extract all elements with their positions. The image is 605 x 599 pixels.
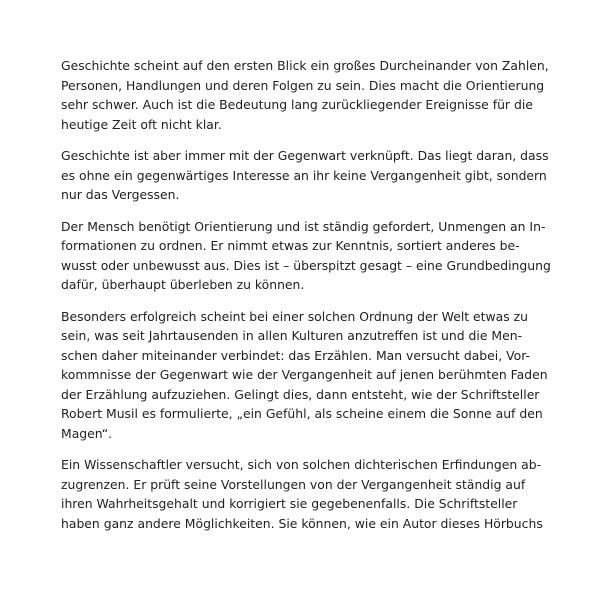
text-line: Ein Wissenschaftler versucht, sich von solchen dichterischen Erfindungen ab- (61, 457, 542, 472)
text-line: Der Mensch benötigt Orientierung und ist ständig gefordert, Unmengen an In- (61, 218, 546, 234)
text-line: sein, was seit Jahrtausenden in allen Kulturen anzutreffen ist und die Men- (61, 328, 523, 343)
text-line: wusst oder unbewusst aus. Dies ist – überspitzt gesagt – eine Grundbedingung (61, 257, 551, 273)
text-line: heutige Zeit oft nicht klar. (61, 116, 222, 132)
text-line: haben ganz andere Möglichkeiten. Sie können, wie ein Autor dieses Hörbuchs (61, 515, 543, 531)
text-line: schen daher miteinander verbindet: das Erzählen. Man versucht dabei, Vor- (61, 347, 530, 363)
paragraph-4 (61, 307, 551, 444)
paragraph-2 (61, 146, 551, 205)
text-line: Geschichte scheint auf den ersten Blick ein großes Durcheinander von Zahlen, (61, 58, 549, 73)
text-line: dafür, überhaupt überleben zu können. (61, 277, 305, 292)
text-line: Robert Musil es formulierte, „ein Gefühl, als scheine einem die Sonne auf den (61, 406, 543, 421)
text-line: Personen, Handlungen und deren Folgen zu sein. Dies macht die Orientierung (61, 77, 545, 93)
paragraph-1 (61, 56, 551, 134)
text-line: der Erzählung aufzuziehen. Gelingt dies, dann entsteht, wie der Schriftsteller (61, 386, 540, 402)
text-line: formationen zu ordnen. Er nimmt etwas zur Kenntnis, sortiert anderes be- (61, 238, 520, 253)
text-line: es ohne ein gegenwärtiges Interesse an ihr keine Vergangenheit gibt, sondern (61, 167, 547, 183)
text-column (61, 56, 551, 545)
paragraph-3 (61, 217, 551, 295)
text-line: Magen“. (61, 425, 113, 441)
text-line: sehr schwer. Auch ist die Bedeutung lang zurückliegender Ereignisse für die (61, 97, 533, 112)
text-line: kommnisse der Gegenwart wie der Vergangenheit auf jenen berühmten Faden (61, 367, 548, 382)
text-line: ihren Wahrheitsgehalt und korrigiert sie gegebenenfalls. Die Schriftsteller (61, 496, 518, 511)
text-line: zugrenzen. Er prüft seine Vorstellungen von der Vergangenheit ständig auf (61, 476, 526, 492)
text-line: Geschichte ist aber immer mit der Gegenwart verknüpft. Das liegt daran, dass (61, 148, 549, 163)
text-line: nur das Vergessen. (61, 187, 180, 202)
paragraph-5 (61, 455, 551, 533)
text-line: Besonders erfolgreich scheint bei einer solchen Ordnung der Welt etwas zu (61, 308, 529, 324)
